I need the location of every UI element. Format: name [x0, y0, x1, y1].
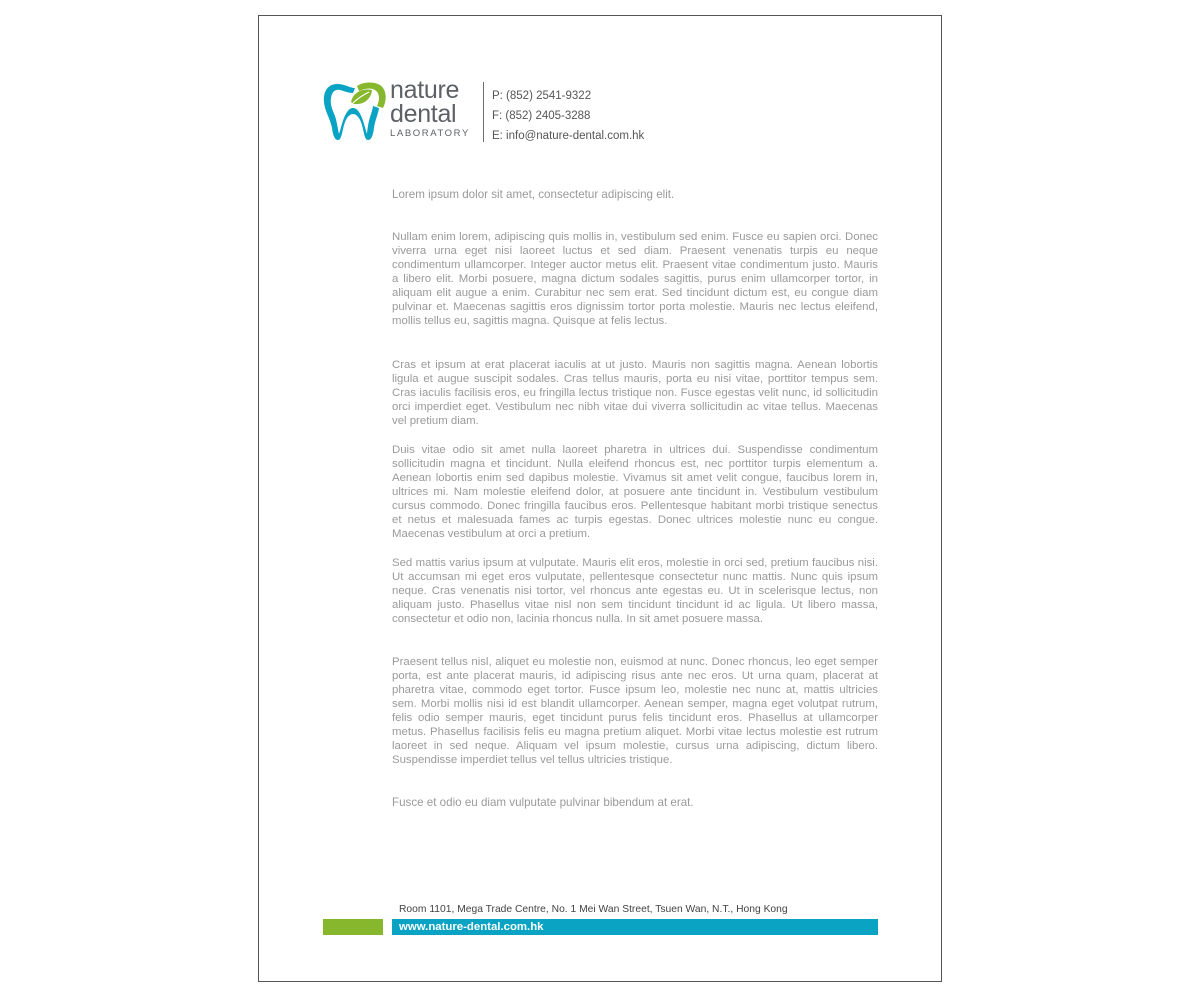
letter-paragraph: Sed mattis varius ipsum at vulputate. Mauris elit eros, molestie in orci sed, pretium faucibus nisi. Ut accumsan mi eget eros vulputate, pellentesque consectetur nunc mattis. Nunc quis ipsum neque. Cras venenatis nisi tortor, vel rhoncus ante egestas eu. Ut in scelerisque lectus, non aliquam justo. Phasellus vitae nisl non sem tincidunt tincidunt id ac ligula. Ut libero massa, consectetur et odio non, lacinia rhoncus nulla. In sit amet posuere massa. — [392, 557, 878, 625]
header-divider — [483, 82, 484, 142]
letter-paragraph: Cras et ipsum at erat placerat iaculis at ut justo. Mauris non sagittis magna. Aenean lobortis ligula et augue suscipit sodales. Cras tellus mauris, porta eu nisi vitae, porttitor tempus sem. Cras iaculis facilisis eros, eu fringilla lectus tristique non. Fusce egestas velit nunc, id sollicitudin orci imperdiet eget. Vestibulum nec nibh vitae dui viverra sollicitudin ac vitae tellus. Maecenas vel pretium diam. — [392, 359, 878, 427]
letter-closing: Fusce et odio eu diam vulputate pulvinar bibendum at erat. — [392, 796, 694, 809]
brand-word-nature: nature — [390, 76, 460, 104]
contact-phone: P: (852) 2541-9322 — [492, 90, 592, 102]
contact-fax: F: (852) 2405-3288 — [492, 110, 591, 122]
letterhead-page — [258, 15, 942, 982]
brand-word-laboratory: LABORATORY — [390, 128, 470, 139]
letter-paragraph: Nullam enim lorem, adipiscing quis mollis in, vestibulum sed enim. Fusce eu sapien orci. Donec viverra urna eget nisi laoreet luctus et sed diam. Praesent venenatis turpis eu neque condimentum ullamcorper. Integer auctor metus elit. Praesent vitae condimentum justo. Mauris a libero elit. Morbi posuere, magna dictum sodales sagittis, purus enim ullamcorper tortor, in aliquam elit augue a enim. Curabitur nec sem erat. Sed tincidunt dictum est, eu congue diam pulvinar et. Maecenas sagittis eros dignissim tortor porta molestie. Mauris nec lectus eleifend, mollis tellus eu, sagittis magna. Quisque at felis lectus. — [392, 231, 878, 327]
contact-email: E: info@nature-dental.com.hk — [492, 130, 645, 142]
footer-green-bar — [323, 919, 383, 935]
contact-block — [492, 86, 644, 146]
letter-paragraph: Praesent tellus nisl, aliquet eu molestie non, euismod at nunc. Donec rhoncus, leo eget semper porta, est ante placerat mauris, id adipiscing risus ante nec eros. Ut urna quam, placerat at pharetra vitae, commodo eget tortor. Fusce ipsum leo, molestie nec nunc at, mattis ultricies sem. Morbi mollis nisi id est blandit ullamcorper. Aenean semper, magna eget volutpat rutrum, felis odio semper mauris, eget tincidunt purus felis tincidunt eros. Phasellus at ullamcorper metus. Phasellus facilisis felis eu magna pretium aliquet. Morbi vitae lectus molestie est rutrum laoreet in sed neque. Aliquam vel ipsum molestie, cursus urna adipiscing, dictum libero. Suspendisse imperdiet tellus vel tellus ultricies tristique. — [392, 656, 878, 766]
footer-address: Room 1101, Mega Trade Centre, No. 1 Mei Wan Street, Tsuen Wan, N.T., Hong Kong — [399, 904, 788, 915]
letter-paragraph: Duis vitae odio sit amet nulla laoreet pharetra in ultrices dui. Suspendisse condimentum sollicitudin magna et tincidunt. Nulla eleifend rhoncus est, nec porttitor turpis elementum a. Aenean lobortis enim sed dapibus molestie. Vivamus sit amet velit congue, faucibus lorem in, ultrices mi. Nam molestie eleifend dolor, at posuere ante tincidunt in. Vestibulum vestibulum cursus commodo. Donec fringilla faucibus eros. Pellentesque habitant morbi tristique senectus et netus et malesuada fames ac turpis egestas. Donec ultrices molestie nunc eu congue. Maecenas vestibulum at orci a pretium. — [392, 444, 878, 540]
brand-name — [390, 78, 470, 141]
footer-website-link[interactable]: www.nature-dental.com.hk — [399, 921, 544, 933]
brand-word-dental: dental — [390, 100, 457, 128]
tooth-logo-icon — [323, 80, 389, 142]
letter-greeting: Lorem ipsum dolor sit amet, consectetur adipiscing elit. — [392, 188, 675, 201]
